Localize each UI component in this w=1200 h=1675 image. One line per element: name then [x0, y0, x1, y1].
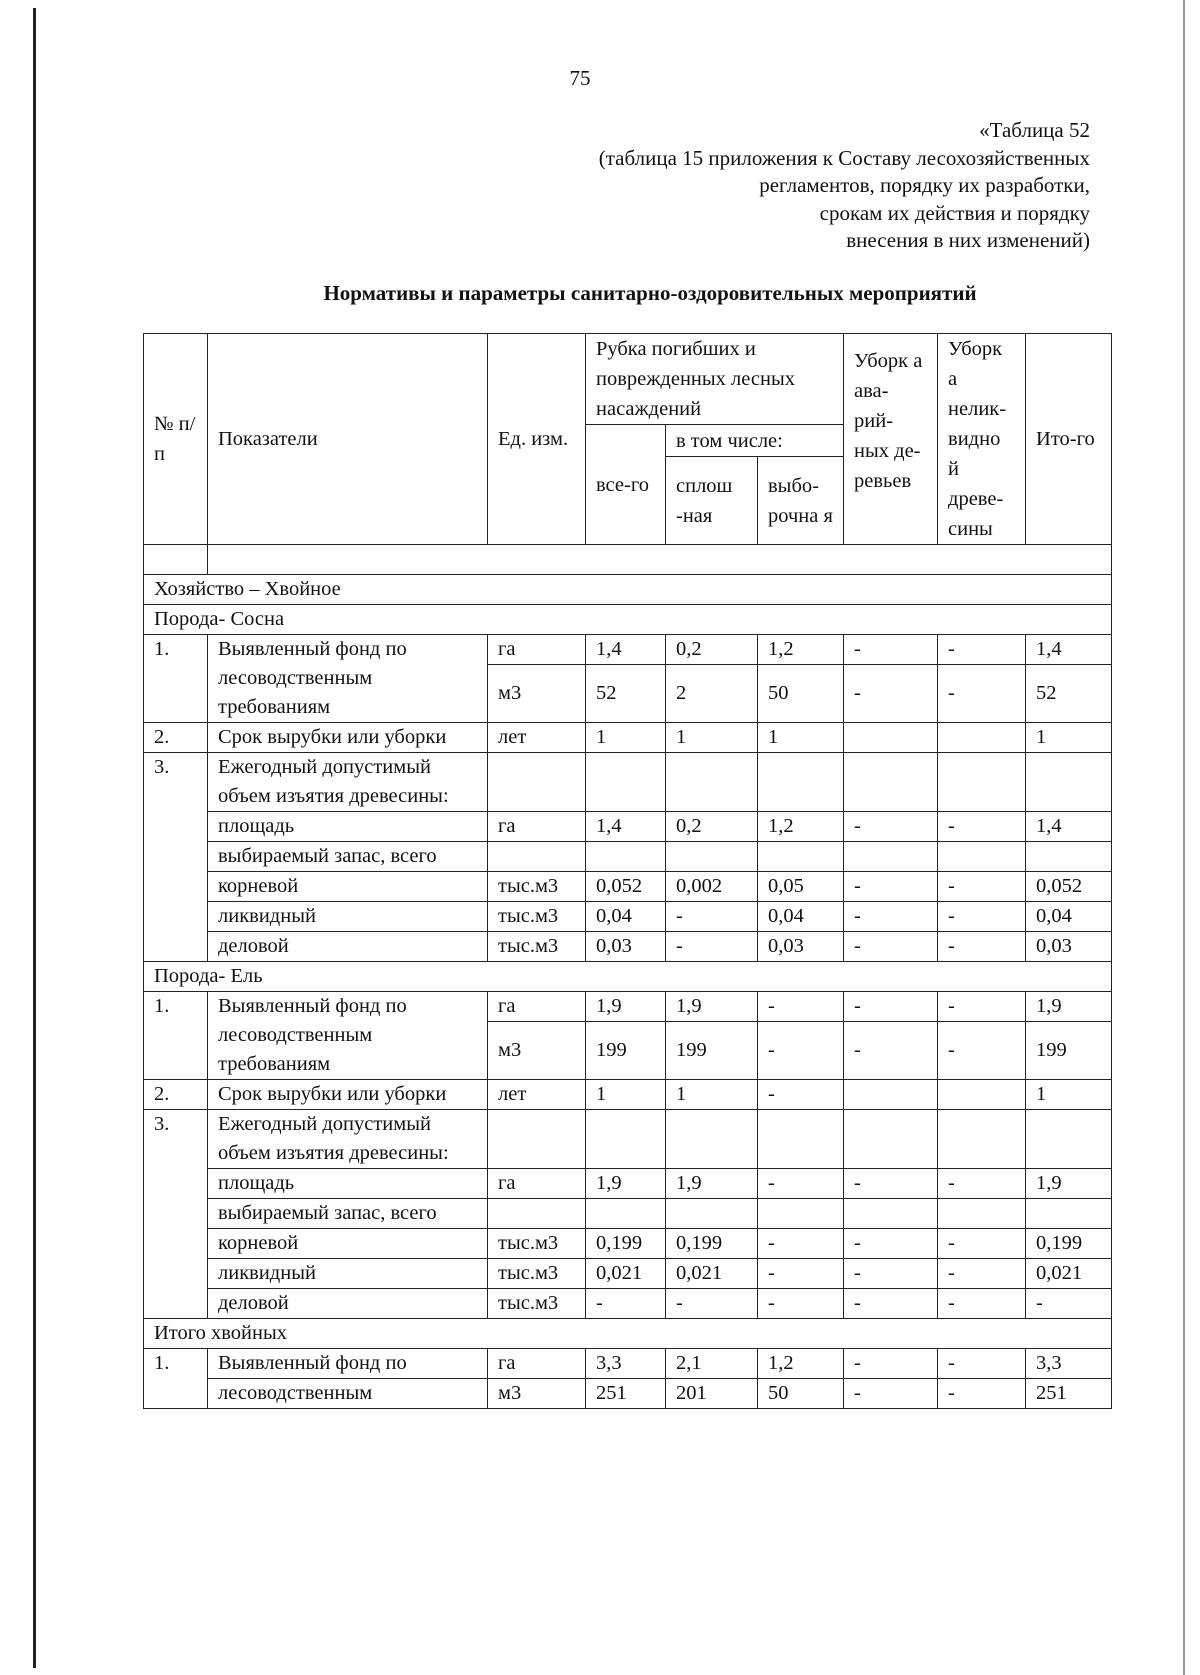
cell: га — [488, 1349, 586, 1379]
cell: - — [844, 1259, 938, 1289]
cell: - — [938, 665, 1026, 723]
section-row: Итого хвойных — [144, 1319, 1112, 1349]
cell: - — [844, 902, 938, 932]
cell — [758, 753, 844, 812]
cell: - — [938, 635, 1026, 665]
cell: 0,199 — [1026, 1229, 1112, 1259]
table-row — [144, 753, 1112, 812]
caption-line: «Таблица 52 — [979, 118, 1090, 142]
cell — [488, 1199, 586, 1229]
row-label: Выявленный фонд по лесоводственным требованиям — [208, 635, 488, 723]
cell: 0,021 — [586, 1259, 666, 1289]
cell: - — [666, 932, 758, 962]
cell — [844, 842, 938, 872]
cell: 3,3 — [586, 1349, 666, 1379]
cell: 50 — [758, 1379, 844, 1409]
caption-line: регламентов, порядку их разработки, — [759, 173, 1090, 197]
header-emergency: Уборк а ава-рий-ных де-ревьев — [844, 334, 938, 545]
row-label: Ежегодный допустимый объем изъятия древесины: — [208, 1110, 488, 1169]
cell — [844, 753, 938, 812]
cell — [586, 1199, 666, 1229]
cell: - — [844, 1349, 938, 1379]
cell: 1 — [586, 723, 666, 753]
cell: 2 — [666, 665, 758, 723]
row-label: Ежегодный допустимый объем изъятия древесины: — [208, 753, 488, 812]
caption-line: (таблица 15 приложения к Составу лесохозяйственных — [598, 145, 1090, 170]
cell: лет — [488, 723, 586, 753]
header-selective: выбо-рочна я — [758, 457, 844, 545]
row-label: корневой — [208, 872, 488, 902]
row-num: 1. — [144, 635, 208, 723]
table-row — [144, 1199, 1112, 1229]
cell: м3 — [488, 1022, 586, 1080]
row-label: Срок вырубки или уборки — [208, 1080, 488, 1110]
cell: 50 — [758, 665, 844, 723]
row-label: площадь — [208, 812, 488, 842]
cell: 1 — [586, 1080, 666, 1110]
cell: - — [844, 1229, 938, 1259]
cell: - — [938, 992, 1026, 1022]
cell: м3 — [488, 665, 586, 723]
cell: 251 — [1026, 1379, 1112, 1409]
table-body — [144, 545, 1112, 1409]
cell: 0,199 — [586, 1229, 666, 1259]
table-row — [144, 1229, 1112, 1259]
cell: 0,05 — [758, 872, 844, 902]
cell: 3,3 — [1026, 1349, 1112, 1379]
table-header — [144, 334, 1112, 545]
cell — [758, 842, 844, 872]
cell: - — [938, 812, 1026, 842]
cell — [666, 753, 758, 812]
cell: 0,2 — [666, 635, 758, 665]
cell: 1,2 — [758, 1349, 844, 1379]
section-row: Хозяйство – Хвойное — [144, 575, 1112, 605]
cell: - — [586, 1289, 666, 1319]
cell: - — [666, 1289, 758, 1319]
row-label: Выявленный фонд по — [208, 1349, 488, 1379]
cell: тыс.м3 — [488, 1259, 586, 1289]
cell: - — [758, 1229, 844, 1259]
header-indicators: Показатели — [208, 334, 488, 545]
row-num: 2. — [144, 723, 208, 753]
cell: 1,4 — [1026, 812, 1112, 842]
cell: 0,03 — [586, 932, 666, 962]
row-label: Выявленный фонд по лесоводственным требованиям — [208, 992, 488, 1080]
cell: - — [666, 902, 758, 932]
table-row — [144, 1259, 1112, 1289]
row-label: деловой — [208, 1289, 488, 1319]
cell: 0,04 — [758, 902, 844, 932]
cell — [938, 1110, 1026, 1169]
cell: - — [938, 932, 1026, 962]
cell: 0,04 — [586, 902, 666, 932]
cell: 1,2 — [758, 635, 844, 665]
cell: - — [844, 1289, 938, 1319]
page-number: 75 — [569, 66, 591, 90]
row-label: деловой — [208, 932, 488, 962]
row-num: 2. — [144, 1080, 208, 1110]
scan-edge-left — [33, 8, 36, 1668]
cell: 1 — [758, 723, 844, 753]
cell: - — [938, 1349, 1026, 1379]
cell: га — [488, 812, 586, 842]
cell — [666, 1199, 758, 1229]
cell: га — [488, 1169, 586, 1199]
cell — [844, 723, 938, 753]
cell: 1 — [666, 1080, 758, 1110]
cell: 0,052 — [1026, 872, 1112, 902]
cell: 0,199 — [666, 1229, 758, 1259]
cell: - — [844, 932, 938, 962]
cell — [586, 753, 666, 812]
header-illiquid: Уборк а нелик-видно й древе-сины — [938, 334, 1026, 545]
table-row — [144, 872, 1112, 902]
cell: 1 — [666, 723, 758, 753]
cell: - — [1026, 1289, 1112, 1319]
cell: 199 — [586, 1022, 666, 1080]
cell: - — [844, 992, 938, 1022]
header-total: Ито-го — [1026, 334, 1112, 545]
cell: 2,1 — [666, 1349, 758, 1379]
cell: 52 — [1026, 665, 1112, 723]
cell: - — [844, 635, 938, 665]
cell: - — [938, 1169, 1026, 1199]
document-title: Нормативы и параметры санитарно-оздоровительных мероприятий — [323, 281, 977, 305]
cell — [586, 1110, 666, 1169]
caption-line: срокам их действия и порядку — [819, 200, 1090, 225]
cell: 0,002 — [666, 872, 758, 902]
cell: га — [488, 992, 586, 1022]
cell: 0,03 — [758, 932, 844, 962]
norms-table — [143, 333, 1112, 1409]
cell — [938, 1199, 1026, 1229]
cell: 0,2 — [666, 812, 758, 842]
cell: - — [844, 1379, 938, 1409]
cell: 0,052 — [586, 872, 666, 902]
cell: - — [758, 1169, 844, 1199]
cell: тыс.м3 — [488, 1229, 586, 1259]
cell — [1026, 1199, 1112, 1229]
cell: 1,4 — [586, 812, 666, 842]
cell: 1,9 — [586, 992, 666, 1022]
cell — [488, 842, 586, 872]
table-row — [144, 932, 1112, 962]
caption-line: внесения в них изменений) — [846, 228, 1090, 252]
cell: 1,2 — [758, 812, 844, 842]
cell: - — [938, 1259, 1026, 1289]
table-caption — [490, 117, 1090, 255]
cell — [844, 1199, 938, 1229]
cell: - — [938, 1022, 1026, 1080]
cell: 52 — [586, 665, 666, 723]
header-felling: Рубка погибших и поврежденных лесных насаждений — [586, 334, 844, 425]
empty-cell — [144, 545, 208, 575]
cell — [938, 753, 1026, 812]
header-clear: сплош -ная — [666, 457, 758, 545]
table-row — [144, 1349, 1112, 1379]
cell — [844, 1110, 938, 1169]
row-label: ликвидный — [208, 1259, 488, 1289]
cell: 1,9 — [1026, 1169, 1112, 1199]
cell — [758, 1110, 844, 1169]
table-row — [144, 1289, 1112, 1319]
cell: м3 — [488, 1379, 586, 1409]
table-row — [144, 1169, 1112, 1199]
cell: - — [758, 992, 844, 1022]
cell: - — [844, 1169, 938, 1199]
cell: - — [844, 872, 938, 902]
cell — [844, 1080, 938, 1110]
row-label: площадь — [208, 1169, 488, 1199]
row-label: корневой — [208, 1229, 488, 1259]
cell: 1,9 — [586, 1169, 666, 1199]
cell: 199 — [1026, 1022, 1112, 1080]
cell — [1026, 1110, 1112, 1169]
cell: га — [488, 635, 586, 665]
header-unit: Ед. изм. — [488, 334, 586, 545]
cell: - — [938, 872, 1026, 902]
cell: 0,03 — [1026, 932, 1112, 962]
table-row — [144, 1110, 1112, 1169]
cell: тыс.м3 — [488, 932, 586, 962]
row-label: Срок вырубки или уборки — [208, 723, 488, 753]
cell: - — [938, 1229, 1026, 1259]
cell: 1,4 — [586, 635, 666, 665]
row-num: 1. — [144, 992, 208, 1080]
cell: - — [758, 1259, 844, 1289]
table-row — [144, 635, 1112, 665]
table-row — [144, 1080, 1112, 1110]
row-num: 3. — [144, 753, 208, 962]
cell: тыс.м3 — [488, 1289, 586, 1319]
row-label: лесоводственным — [208, 1379, 488, 1409]
table-row — [144, 1379, 1112, 1409]
cell — [938, 1080, 1026, 1110]
header-total-all: все-го — [586, 425, 666, 545]
cell — [1026, 753, 1112, 812]
cell — [666, 842, 758, 872]
section-row: Порода- Ель — [144, 962, 1112, 992]
table-row — [144, 723, 1112, 753]
cell: 251 — [586, 1379, 666, 1409]
cell — [488, 1110, 586, 1169]
row-label: ликвидный — [208, 902, 488, 932]
cell: - — [844, 665, 938, 723]
cell: 0,04 — [1026, 902, 1112, 932]
cell — [938, 723, 1026, 753]
cell: 1,9 — [666, 1169, 758, 1199]
cell: 199 — [666, 1022, 758, 1080]
empty-cell — [208, 545, 1112, 575]
cell: - — [758, 1289, 844, 1319]
cell: лет — [488, 1080, 586, 1110]
header-incl: в том числе: — [666, 425, 844, 457]
cell: 1,4 — [1026, 635, 1112, 665]
cell — [758, 1199, 844, 1229]
row-label: выбираемый запас, всего — [208, 1199, 488, 1229]
header-num: № п/п — [144, 334, 208, 545]
cell — [1026, 842, 1112, 872]
cell: - — [938, 902, 1026, 932]
cell: - — [938, 1379, 1026, 1409]
section-row: Порода- Сосна — [144, 605, 1112, 635]
cell: - — [938, 1289, 1026, 1319]
cell: 1 — [1026, 1080, 1112, 1110]
cell: 1,9 — [666, 992, 758, 1022]
cell: - — [844, 1022, 938, 1080]
cell — [938, 842, 1026, 872]
cell: тыс.м3 — [488, 872, 586, 902]
table-row — [144, 842, 1112, 872]
cell: - — [844, 812, 938, 842]
table-row — [144, 992, 1112, 1022]
cell: 0,021 — [1026, 1259, 1112, 1289]
table-row — [144, 902, 1112, 932]
scan-edge-right — [1183, 0, 1185, 1675]
cell — [488, 753, 586, 812]
cell: 201 — [666, 1379, 758, 1409]
cell: 1 — [1026, 723, 1112, 753]
cell — [586, 842, 666, 872]
row-num: 3. — [144, 1110, 208, 1319]
cell: 1,9 — [1026, 992, 1112, 1022]
cell — [666, 1110, 758, 1169]
cell: - — [758, 1022, 844, 1080]
row-num: 1. — [144, 1349, 208, 1409]
cell: 0,021 — [666, 1259, 758, 1289]
cell: тыс.м3 — [488, 902, 586, 932]
cell: - — [758, 1080, 844, 1110]
table-row — [144, 812, 1112, 842]
row-label: выбираемый запас, всего — [208, 842, 488, 872]
